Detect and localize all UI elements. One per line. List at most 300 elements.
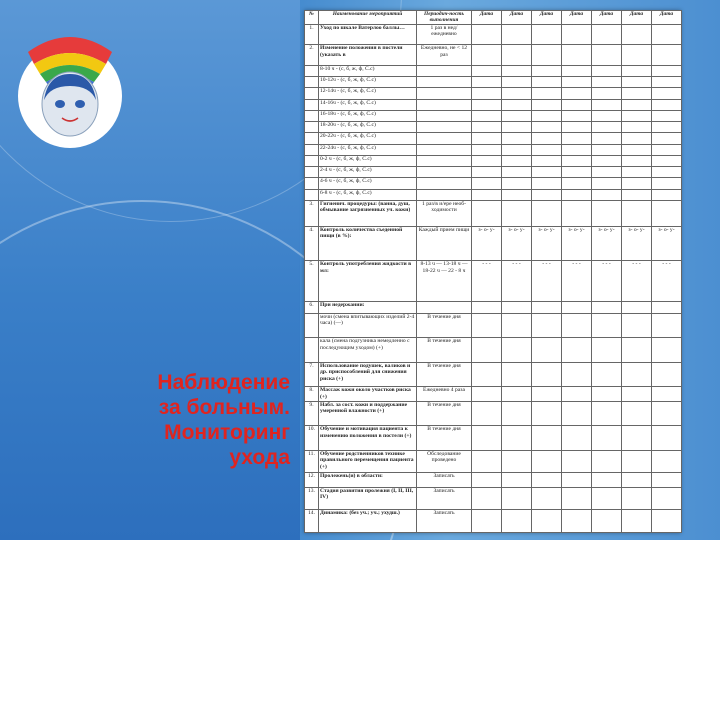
table-cell bbox=[472, 450, 502, 473]
table-row bbox=[305, 144, 682, 155]
table-cell bbox=[472, 473, 502, 487]
table-row bbox=[305, 338, 682, 363]
table-cell bbox=[532, 155, 562, 166]
table-cell bbox=[562, 24, 592, 44]
table-cell bbox=[562, 99, 592, 110]
table-cell bbox=[622, 510, 652, 533]
slide-title bbox=[60, 370, 290, 470]
table-cell bbox=[532, 133, 562, 144]
header-cell: Дата bbox=[622, 11, 652, 25]
table-cell: Гигиенич. процедуры: (ванна, душ, обмывание загрязненных уч. кожи) bbox=[319, 200, 417, 226]
table-cell bbox=[562, 65, 592, 76]
table-cell bbox=[417, 167, 472, 178]
table-cell bbox=[532, 189, 562, 200]
table-cell bbox=[502, 302, 532, 313]
table-cell bbox=[562, 167, 592, 178]
table-cell bbox=[652, 65, 682, 76]
table-cell: мочи (смена впитывающих изделий 2-4 часа) (—) bbox=[319, 313, 417, 338]
table-cell: Записать bbox=[417, 510, 472, 533]
table-cell bbox=[532, 200, 562, 226]
table-cell bbox=[562, 338, 592, 363]
table-row bbox=[305, 65, 682, 76]
table-cell bbox=[622, 189, 652, 200]
table-cell: 8. bbox=[305, 387, 319, 401]
table-cell: Использование подушек, валиков и др. приспособлений для снижения риска (+) bbox=[319, 362, 417, 387]
table-cell: 4-6 ч - (с, б, ж, ф, С.с) bbox=[319, 178, 417, 189]
table-cell bbox=[305, 133, 319, 144]
table-cell bbox=[472, 338, 502, 363]
table-row bbox=[305, 178, 682, 189]
table-row bbox=[305, 302, 682, 313]
table-cell bbox=[622, 24, 652, 44]
table-cell bbox=[562, 510, 592, 533]
table-cell: 6. bbox=[305, 302, 319, 313]
table-cell bbox=[502, 510, 532, 533]
table-cell bbox=[622, 362, 652, 387]
table-cell: Обследование проведено bbox=[417, 450, 472, 473]
table-cell bbox=[305, 338, 319, 363]
table-cell bbox=[502, 450, 532, 473]
table-cell bbox=[532, 167, 562, 178]
table-cell bbox=[502, 200, 532, 226]
table-header-row bbox=[305, 11, 682, 25]
table-cell: 13. bbox=[305, 487, 319, 510]
table-cell bbox=[532, 401, 562, 426]
table-cell: з- о- у- bbox=[562, 226, 592, 261]
table-row bbox=[305, 167, 682, 178]
table-cell bbox=[472, 510, 502, 533]
table-cell bbox=[305, 167, 319, 178]
table-cell bbox=[532, 65, 562, 76]
table-cell bbox=[532, 362, 562, 387]
table-cell: 20-22ч - (с, б, ж, ф, С.с) bbox=[319, 133, 417, 144]
table-cell bbox=[502, 426, 532, 451]
table-cell bbox=[472, 88, 502, 99]
table-cell bbox=[562, 450, 592, 473]
table-cell bbox=[592, 45, 622, 65]
table-cell bbox=[562, 189, 592, 200]
table-cell bbox=[472, 189, 502, 200]
table-cell: з- о- у- bbox=[622, 226, 652, 261]
table-cell bbox=[592, 65, 622, 76]
table-cell bbox=[562, 77, 592, 88]
table-cell bbox=[472, 387, 502, 401]
table-cell bbox=[532, 144, 562, 155]
table-cell bbox=[652, 45, 682, 65]
table-cell bbox=[652, 338, 682, 363]
table-row bbox=[305, 261, 682, 302]
table-cell bbox=[472, 200, 502, 226]
table-cell: 16-18ч - (с, б, ж, ф, С.с) bbox=[319, 110, 417, 121]
table-cell bbox=[652, 122, 682, 133]
table-cell bbox=[592, 313, 622, 338]
table-cell: з- о- у- bbox=[472, 226, 502, 261]
care-monitoring-sheet bbox=[304, 10, 681, 533]
table-cell: 6-8 ч - (с, б, ж, ф, С.с) bbox=[319, 189, 417, 200]
table-cell bbox=[562, 387, 592, 401]
table-cell: 1 раз/в и/ере необ-ходимости bbox=[417, 200, 472, 226]
table-cell bbox=[417, 110, 472, 121]
table-cell bbox=[305, 178, 319, 189]
table-cell bbox=[502, 167, 532, 178]
table-cell bbox=[502, 473, 532, 487]
table-cell bbox=[532, 387, 562, 401]
table-cell bbox=[502, 144, 532, 155]
table-cell: Контроль количества съеденной пищи (в %): bbox=[319, 226, 417, 261]
table-cell bbox=[652, 167, 682, 178]
table-cell bbox=[562, 473, 592, 487]
table-cell: з- о- у- bbox=[532, 226, 562, 261]
table-cell bbox=[417, 122, 472, 133]
table-cell: 0-2 ч - (с, б, ж, ф, С.с) bbox=[319, 155, 417, 166]
table-cell: В течение дня bbox=[417, 426, 472, 451]
table-cell bbox=[562, 45, 592, 65]
table-cell bbox=[532, 313, 562, 338]
title-line-1: Наблюдение bbox=[157, 371, 290, 394]
table-row bbox=[305, 450, 682, 473]
table-cell bbox=[417, 144, 472, 155]
table-cell bbox=[592, 77, 622, 88]
table-cell bbox=[472, 144, 502, 155]
table-cell bbox=[622, 473, 652, 487]
table-cell bbox=[592, 387, 622, 401]
table-cell bbox=[592, 510, 622, 533]
table-cell bbox=[622, 133, 652, 144]
table-cell: В течение дня bbox=[417, 362, 472, 387]
table-cell bbox=[502, 99, 532, 110]
table-cell bbox=[532, 426, 562, 451]
table-cell: Набл. за сост. кожи и поддержание умеренной влажности (+) bbox=[319, 401, 417, 426]
table-cell bbox=[502, 387, 532, 401]
table-cell bbox=[502, 88, 532, 99]
table-cell bbox=[652, 155, 682, 166]
table-cell bbox=[592, 200, 622, 226]
table-cell bbox=[532, 99, 562, 110]
table-cell bbox=[652, 473, 682, 487]
table-cell bbox=[592, 302, 622, 313]
table-cell bbox=[472, 401, 502, 426]
table-cell bbox=[562, 88, 592, 99]
table-cell bbox=[622, 144, 652, 155]
table-cell bbox=[592, 338, 622, 363]
table-cell: 22-24ч - (с, б, ж, ф, С.с) bbox=[319, 144, 417, 155]
table-cell bbox=[652, 24, 682, 44]
table-cell bbox=[502, 338, 532, 363]
table-row bbox=[305, 133, 682, 144]
table-row bbox=[305, 362, 682, 387]
table-cell bbox=[532, 178, 562, 189]
nurse-face-logo bbox=[14, 12, 126, 154]
title-line-3: Мониторинг bbox=[164, 421, 290, 444]
table-cell: 2. bbox=[305, 45, 319, 65]
table-cell bbox=[622, 178, 652, 189]
table-cell: з- о- у- bbox=[652, 226, 682, 261]
table-cell bbox=[592, 155, 622, 166]
table-cell bbox=[305, 65, 319, 76]
table-cell: 5. bbox=[305, 261, 319, 302]
table-cell bbox=[472, 77, 502, 88]
table-cell bbox=[622, 65, 652, 76]
table-cell: Динамика: (без уч.; уч.; ухудш.) bbox=[319, 510, 417, 533]
table-cell: 8-13 ч — 13-18 ч — 18-22 ч — 22 - 8 ч bbox=[417, 261, 472, 302]
table-cell bbox=[622, 167, 652, 178]
table-cell bbox=[652, 178, 682, 189]
table-cell bbox=[305, 144, 319, 155]
table-cell bbox=[592, 122, 622, 133]
table-cell bbox=[652, 99, 682, 110]
table-cell bbox=[652, 189, 682, 200]
table-cell bbox=[652, 144, 682, 155]
table-cell bbox=[472, 178, 502, 189]
table-cell bbox=[562, 155, 592, 166]
table-row bbox=[305, 88, 682, 99]
table-cell bbox=[592, 24, 622, 44]
header-cell: Дата bbox=[502, 11, 532, 25]
table-cell bbox=[472, 133, 502, 144]
table-cell bbox=[502, 155, 532, 166]
table-cell bbox=[562, 302, 592, 313]
table-cell bbox=[417, 178, 472, 189]
table-cell bbox=[305, 189, 319, 200]
table-cell bbox=[622, 200, 652, 226]
table-row bbox=[305, 24, 682, 44]
table-cell bbox=[622, 122, 652, 133]
table-cell: 1 раз в нед/ ежедневно bbox=[417, 24, 472, 44]
table-cell bbox=[622, 110, 652, 121]
table-cell: Контроль употребления жидкости в мл: bbox=[319, 261, 417, 302]
table-cell: - - - bbox=[502, 261, 532, 302]
table-cell bbox=[305, 99, 319, 110]
table-cell bbox=[652, 302, 682, 313]
table-cell bbox=[472, 313, 502, 338]
table-cell: Ежедневно, не < 12 раз bbox=[417, 45, 472, 65]
table-cell: В течение дня bbox=[417, 338, 472, 363]
table-cell: 12. bbox=[305, 473, 319, 487]
table-row bbox=[305, 189, 682, 200]
table-cell bbox=[532, 338, 562, 363]
table-cell bbox=[532, 450, 562, 473]
table-cell bbox=[562, 313, 592, 338]
table-cell: 4. bbox=[305, 226, 319, 261]
table-cell bbox=[502, 401, 532, 426]
table-cell: з- о- у- bbox=[502, 226, 532, 261]
table-cell: В течение дня bbox=[417, 401, 472, 426]
table-cell bbox=[305, 122, 319, 133]
table-cell bbox=[532, 122, 562, 133]
table-cell bbox=[502, 313, 532, 338]
table-row bbox=[305, 45, 682, 65]
table-cell bbox=[622, 450, 652, 473]
table-cell bbox=[622, 401, 652, 426]
table-cell bbox=[652, 487, 682, 510]
table-cell bbox=[502, 122, 532, 133]
table-row bbox=[305, 110, 682, 121]
table-cell bbox=[502, 65, 532, 76]
table-cell bbox=[417, 99, 472, 110]
table-cell: - - - bbox=[562, 261, 592, 302]
table-cell bbox=[562, 426, 592, 451]
table-cell bbox=[532, 77, 562, 88]
table-cell bbox=[502, 487, 532, 510]
table-cell bbox=[417, 88, 472, 99]
table-cell: 10-12ч - (с, б, ж, ф, С.с) bbox=[319, 77, 417, 88]
table-cell: 2-4 ч - (с, б, ж, ф, С.с) bbox=[319, 167, 417, 178]
table-cell: Уход по шкале Ватерлоо баллы… bbox=[319, 24, 417, 44]
table-cell bbox=[592, 144, 622, 155]
table-cell bbox=[472, 110, 502, 121]
table-cell: Каждый прием пищи bbox=[417, 226, 472, 261]
table-cell bbox=[532, 487, 562, 510]
table-cell bbox=[502, 133, 532, 144]
header-cell: Дата bbox=[532, 11, 562, 25]
table-row bbox=[305, 510, 682, 533]
table-row bbox=[305, 426, 682, 451]
table-cell bbox=[532, 473, 562, 487]
table-row bbox=[305, 226, 682, 261]
table-cell bbox=[622, 338, 652, 363]
table-cell bbox=[652, 200, 682, 226]
table-cell bbox=[502, 24, 532, 44]
table-cell bbox=[592, 362, 622, 387]
table-cell bbox=[305, 77, 319, 88]
table-cell bbox=[502, 110, 532, 121]
table-cell: 14-16ч - (с, б, ж, ф, С.с) bbox=[319, 99, 417, 110]
table-cell bbox=[592, 487, 622, 510]
table-cell bbox=[562, 122, 592, 133]
title-line-2: за больным. bbox=[158, 396, 290, 419]
header-cell: Дата bbox=[592, 11, 622, 25]
table-cell bbox=[502, 77, 532, 88]
table-cell bbox=[472, 487, 502, 510]
table-cell: 1. bbox=[305, 24, 319, 44]
table-cell bbox=[622, 155, 652, 166]
table-cell bbox=[562, 200, 592, 226]
table-cell bbox=[652, 77, 682, 88]
table-cell bbox=[502, 45, 532, 65]
table-cell bbox=[305, 155, 319, 166]
table-cell bbox=[305, 110, 319, 121]
table-cell bbox=[592, 426, 622, 451]
header-cell: Периодич-ность выполнения bbox=[417, 11, 472, 25]
table-cell bbox=[417, 155, 472, 166]
table-row bbox=[305, 200, 682, 226]
table-cell bbox=[652, 510, 682, 533]
table-cell bbox=[562, 144, 592, 155]
table-cell bbox=[652, 450, 682, 473]
table-cell: Пролежень(и) в области: bbox=[319, 473, 417, 487]
table-cell bbox=[622, 387, 652, 401]
table-cell bbox=[532, 510, 562, 533]
table-cell bbox=[502, 189, 532, 200]
table-cell bbox=[562, 110, 592, 121]
table-cell: Обучение родственников технике правильного перемещения пациента (+) bbox=[319, 450, 417, 473]
table-row bbox=[305, 487, 682, 510]
table-cell bbox=[622, 45, 652, 65]
table-cell: - - - bbox=[532, 261, 562, 302]
table-cell bbox=[562, 401, 592, 426]
table-cell bbox=[532, 88, 562, 99]
table-cell bbox=[622, 88, 652, 99]
header-cell: Дата bbox=[652, 11, 682, 25]
table-cell bbox=[652, 133, 682, 144]
table-cell bbox=[417, 65, 472, 76]
table-cell bbox=[472, 24, 502, 44]
table-row bbox=[305, 401, 682, 426]
table-cell bbox=[652, 110, 682, 121]
table-cell bbox=[622, 426, 652, 451]
header-cell: Наименование мероприятий bbox=[319, 11, 417, 25]
table-cell: Записать bbox=[417, 473, 472, 487]
table-row bbox=[305, 155, 682, 166]
table-cell bbox=[592, 99, 622, 110]
table-cell bbox=[592, 178, 622, 189]
table-cell: 18-20ч - (с, б, ж, ф, С.с) bbox=[319, 122, 417, 133]
table-row bbox=[305, 99, 682, 110]
table-cell: 7. bbox=[305, 362, 319, 387]
table-cell bbox=[592, 189, 622, 200]
table-cell bbox=[622, 99, 652, 110]
table-cell bbox=[417, 189, 472, 200]
table-cell bbox=[532, 302, 562, 313]
table-cell: Ежедневно 4 раза bbox=[417, 387, 472, 401]
table-cell bbox=[305, 88, 319, 99]
table-row bbox=[305, 313, 682, 338]
table-cell: 9. bbox=[305, 401, 319, 426]
table-cell bbox=[472, 45, 502, 65]
table-cell bbox=[592, 167, 622, 178]
table-cell bbox=[562, 133, 592, 144]
header-cell: № bbox=[305, 11, 319, 25]
table-cell bbox=[592, 450, 622, 473]
table-cell bbox=[592, 133, 622, 144]
table-cell: В течение дня bbox=[417, 313, 472, 338]
table-cell bbox=[592, 110, 622, 121]
table-cell: 10. bbox=[305, 426, 319, 451]
table-cell: - - - bbox=[592, 261, 622, 302]
table-cell: з- о- у- bbox=[592, 226, 622, 261]
table-cell: Обучение и мотивация пациента к изменению положения в постели (+) bbox=[319, 426, 417, 451]
table-cell bbox=[652, 426, 682, 451]
table-cell bbox=[592, 473, 622, 487]
table-cell: Записать bbox=[417, 487, 472, 510]
table-cell: Массаж кожи около участков риска (+) bbox=[319, 387, 417, 401]
table-cell bbox=[652, 362, 682, 387]
table-cell bbox=[652, 387, 682, 401]
table-cell: - - - bbox=[622, 261, 652, 302]
table-cell bbox=[562, 178, 592, 189]
table-cell bbox=[652, 401, 682, 426]
header-cell: Дата bbox=[472, 11, 502, 25]
table-cell bbox=[472, 167, 502, 178]
table-cell: Стадия развития пролежня (I, II, III, IV) bbox=[319, 487, 417, 510]
table-cell: При недержании: bbox=[319, 302, 417, 313]
monitoring-table bbox=[304, 10, 682, 533]
table-cell: кала (смена подгузника немедленно с последующим уходом) (+) bbox=[319, 338, 417, 363]
table-cell bbox=[562, 362, 592, 387]
table-row bbox=[305, 77, 682, 88]
table-cell bbox=[592, 88, 622, 99]
table-cell bbox=[622, 77, 652, 88]
table-row bbox=[305, 473, 682, 487]
table-cell bbox=[472, 65, 502, 76]
table-cell bbox=[622, 487, 652, 510]
table-cell bbox=[472, 99, 502, 110]
table-cell: Изменение положения в постели (указать в bbox=[319, 45, 417, 65]
table-row bbox=[305, 387, 682, 401]
table-cell bbox=[472, 155, 502, 166]
table-cell bbox=[532, 110, 562, 121]
table-cell bbox=[417, 133, 472, 144]
